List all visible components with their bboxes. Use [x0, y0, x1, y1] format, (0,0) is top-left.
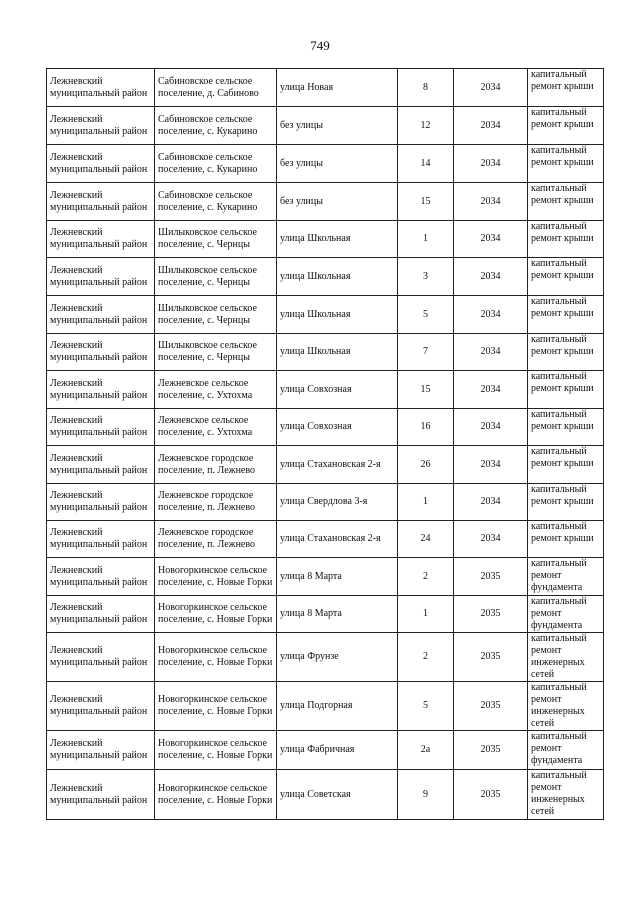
settlement-cell: Новогоркинское сельское поселение, с. Новые Горки — [155, 633, 277, 682]
year-cell: 2035 — [454, 770, 528, 820]
house-number-cell: 2а — [398, 731, 454, 770]
street-cell: улица Свердлова 3-я — [277, 484, 398, 521]
year-cell: 2034 — [454, 258, 528, 296]
street-cell: улица Стахановская 2-я — [277, 446, 398, 484]
district-cell: Лежневский муниципальный район — [47, 633, 155, 682]
district-cell: Лежневский муниципальный район — [47, 484, 155, 521]
settlement-cell: Новогоркинское сельское поселение, с. Новые Горки — [155, 596, 277, 633]
house-number-cell: 1 — [398, 221, 454, 258]
district-cell: Лежневский муниципальный район — [47, 521, 155, 558]
settlement-cell: Лежневское городское поселение, п. Лежнево — [155, 446, 277, 484]
table-row — [47, 107, 604, 145]
district-cell: Лежневский муниципальный район — [47, 731, 155, 770]
house-number-cell: 26 — [398, 446, 454, 484]
year-cell: 2034 — [454, 521, 528, 558]
work-type-cell: капитальный ремонт инженерных сетей — [528, 770, 604, 820]
house-number-cell: 5 — [398, 682, 454, 731]
year-cell: 2034 — [454, 409, 528, 446]
year-cell: 2034 — [454, 221, 528, 258]
settlement-cell: Сабиновское сельское поселение, с. Кукарино — [155, 107, 277, 145]
district-cell: Лежневский муниципальный район — [47, 334, 155, 371]
year-cell: 2034 — [454, 446, 528, 484]
table-row — [47, 558, 604, 596]
street-cell: улица Совхозная — [277, 409, 398, 446]
work-type-cell: капитальный ремонт крыши — [528, 484, 604, 521]
work-type-cell: капитальный ремонт фундамента — [528, 731, 604, 770]
street-cell: без улицы — [277, 183, 398, 221]
settlement-cell: Шилыковское сельское поселение, с. Чернцы — [155, 334, 277, 371]
house-number-cell: 15 — [398, 183, 454, 221]
table-row — [47, 731, 604, 770]
settlement-cell: Шилыковское сельское поселение, с. Чернцы — [155, 221, 277, 258]
street-cell: улица Подгорная — [277, 682, 398, 731]
house-number-cell: 14 — [398, 145, 454, 183]
settlement-cell: Новогоркинское сельское поселение, с. Новые Горки — [155, 558, 277, 596]
work-type-cell: капитальный ремонт инженерных сетей — [528, 682, 604, 731]
street-cell: без улицы — [277, 107, 398, 145]
settlement-cell: Лежневское сельское поселение, с. Ухтохма — [155, 371, 277, 409]
settlement-cell: Лежневское городское поселение, п. Лежнево — [155, 484, 277, 521]
house-number-cell: 1 — [398, 596, 454, 633]
settlement-cell: Новогоркинское сельское поселение, с. Новые Горки — [155, 731, 277, 770]
work-type-cell: капитальный ремонт крыши — [528, 371, 604, 409]
table-row — [47, 596, 604, 633]
year-cell: 2034 — [454, 334, 528, 371]
district-cell: Лежневский муниципальный район — [47, 221, 155, 258]
settlement-cell: Лежневское сельское поселение, с. Ухтохма — [155, 409, 277, 446]
settlement-cell: Сабиновское сельское поселение, д. Сабиново — [155, 69, 277, 107]
settlement-cell: Новогоркинское сельское поселение, с. Новые Горки — [155, 682, 277, 731]
year-cell: 2034 — [454, 69, 528, 107]
table-row — [47, 69, 604, 107]
year-cell: 2035 — [454, 731, 528, 770]
table-row — [47, 258, 604, 296]
street-cell: улица Советская — [277, 770, 398, 820]
district-cell: Лежневский муниципальный район — [47, 371, 155, 409]
street-cell: улица Фабричная — [277, 731, 398, 770]
year-cell: 2035 — [454, 558, 528, 596]
district-cell: Лежневский муниципальный район — [47, 183, 155, 221]
district-cell: Лежневский муниципальный район — [47, 446, 155, 484]
table-row — [47, 446, 604, 484]
house-number-cell: 7 — [398, 334, 454, 371]
street-cell: улица Школьная — [277, 258, 398, 296]
work-type-cell: капитальный ремонт крыши — [528, 69, 604, 107]
district-cell: Лежневский муниципальный район — [47, 409, 155, 446]
year-cell: 2035 — [454, 596, 528, 633]
street-cell: улица Стахановская 2-я — [277, 521, 398, 558]
table-row — [47, 296, 604, 334]
street-cell: улица Школьная — [277, 221, 398, 258]
street-cell: улица Фрунзе — [277, 633, 398, 682]
work-type-cell: капитальный ремонт крыши — [528, 521, 604, 558]
work-type-cell: капитальный ремонт инженерных сетей — [528, 633, 604, 682]
year-cell: 2034 — [454, 145, 528, 183]
table-row — [47, 682, 604, 731]
house-number-cell: 16 — [398, 409, 454, 446]
house-number-cell: 15 — [398, 371, 454, 409]
street-cell: улица Совхозная — [277, 371, 398, 409]
page-number: 749 — [310, 38, 330, 53]
table-row — [47, 633, 604, 682]
house-number-cell: 24 — [398, 521, 454, 558]
work-type-cell: капитальный ремонт фундамента — [528, 596, 604, 633]
house-number-cell: 12 — [398, 107, 454, 145]
district-cell: Лежневский муниципальный район — [47, 558, 155, 596]
year-cell: 2034 — [454, 371, 528, 409]
year-cell: 2034 — [454, 107, 528, 145]
house-number-cell: 2 — [398, 558, 454, 596]
table-row — [47, 334, 604, 371]
house-number-cell: 5 — [398, 296, 454, 334]
work-type-cell: капитальный ремонт крыши — [528, 107, 604, 145]
house-number-cell: 1 — [398, 484, 454, 521]
work-type-cell: капитальный ремонт крыши — [528, 145, 604, 183]
district-cell: Лежневский муниципальный район — [47, 682, 155, 731]
street-cell: улица Школьная — [277, 296, 398, 334]
table-row — [47, 183, 604, 221]
house-number-cell: 3 — [398, 258, 454, 296]
settlement-cell: Сабиновское сельское поселение, с. Кукарино — [155, 145, 277, 183]
year-cell: 2034 — [454, 183, 528, 221]
house-number-cell: 9 — [398, 770, 454, 820]
street-cell: улица 8 Марта — [277, 558, 398, 596]
table-row — [47, 221, 604, 258]
table-row — [47, 145, 604, 183]
street-cell: без улицы — [277, 145, 398, 183]
street-cell: улица Новая — [277, 69, 398, 107]
district-cell: Лежневский муниципальный район — [47, 69, 155, 107]
house-number-cell: 2 — [398, 633, 454, 682]
table-row — [47, 409, 604, 446]
table-row — [47, 521, 604, 558]
work-type-cell: капитальный ремонт крыши — [528, 221, 604, 258]
year-cell: 2035 — [454, 682, 528, 731]
year-cell: 2034 — [454, 484, 528, 521]
district-cell: Лежневский муниципальный район — [47, 296, 155, 334]
year-cell: 2035 — [454, 633, 528, 682]
district-cell: Лежневский муниципальный район — [47, 107, 155, 145]
table-row — [47, 371, 604, 409]
district-cell: Лежневский муниципальный район — [47, 596, 155, 633]
settlement-cell: Сабиновское сельское поселение, с. Кукарино — [155, 183, 277, 221]
table-row — [47, 484, 604, 521]
year-cell: 2034 — [454, 296, 528, 334]
district-cell: Лежневский муниципальный район — [47, 770, 155, 820]
settlement-cell: Шилыковское сельское поселение, с. Чернцы — [155, 258, 277, 296]
table-row — [47, 770, 604, 820]
work-type-cell: капитальный ремонт крыши — [528, 183, 604, 221]
repair-schedule-table — [46, 68, 604, 820]
work-type-cell: капитальный ремонт крыши — [528, 446, 604, 484]
district-cell: Лежневский муниципальный район — [47, 145, 155, 183]
work-type-cell: капитальный ремонт крыши — [528, 334, 604, 371]
work-type-cell: капитальный ремонт крыши — [528, 258, 604, 296]
district-cell: Лежневский муниципальный район — [47, 258, 155, 296]
work-type-cell: капитальный ремонт крыши — [528, 296, 604, 334]
settlement-cell: Лежневское городское поселение, п. Лежнево — [155, 521, 277, 558]
street-cell: улица 8 Марта — [277, 596, 398, 633]
work-type-cell: капитальный ремонт фундамента — [528, 558, 604, 596]
work-type-cell: капитальный ремонт крыши — [528, 409, 604, 446]
settlement-cell: Новогоркинское сельское поселение, с. Новые Горки — [155, 770, 277, 820]
street-cell: улица Школьная — [277, 334, 398, 371]
house-number-cell: 8 — [398, 69, 454, 107]
settlement-cell: Шилыковское сельское поселение, с. Чернцы — [155, 296, 277, 334]
